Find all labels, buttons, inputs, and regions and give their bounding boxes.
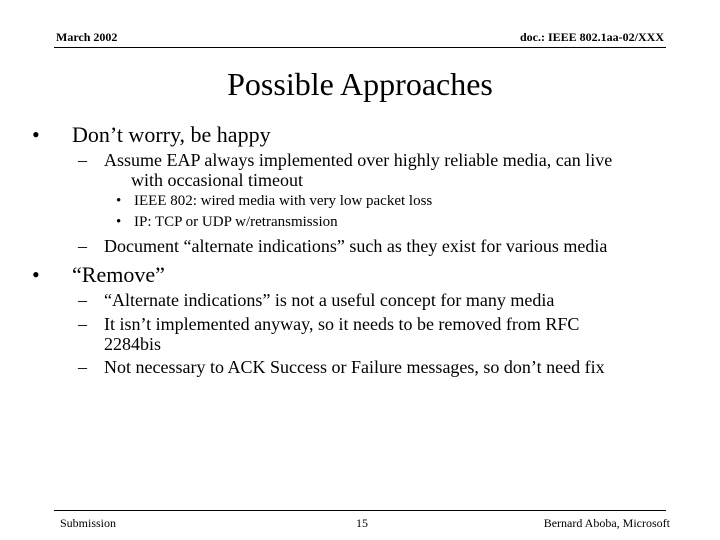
footer-author: Bernard Aboba, Microsoft [543,516,670,530]
bullet-2-2-line2: 2284bis [104,334,162,354]
bullet-icon: • [32,262,40,287]
bullet-2-2-line1: It isn’t implemented anyway, so it needs to be removed from RFC [104,314,580,334]
dash-icon: – [78,314,87,334]
footer-rule [54,510,666,511]
bullet-2-text: “Remove” [72,262,165,287]
bullet-icon: • [116,214,122,230]
header-doc-id: doc.: IEEE 802.1aa-02/XXX [519,30,664,44]
bullet-1-1-1-text: IEEE 802: wired media with very low packet loss [134,193,433,209]
dash-icon: – [78,290,87,310]
header-date: March 2002 [56,30,118,44]
bullet-1-1-2-text: IP: TCP or UDP w/retransmission [134,214,338,230]
footer-submission: Submission [60,516,117,530]
bullet-icon: • [116,193,122,209]
bullet-icon: • [32,122,40,147]
bullet-1-1-line1: Assume EAP always implemented over highly reliable media, can live [104,150,613,170]
bullet-1-2-text: Document “alternate indications” such as they exist for various media [104,236,608,256]
dash-icon: – [78,357,87,377]
bullet-1-1-line2: with occasional timeout [131,170,303,190]
header-rule [54,47,666,48]
slide-title: Possible Approaches [227,66,493,102]
bullet-2-1-text: “Alternate indications” is not a useful concept for many media [104,290,555,310]
bullet-2-3-text: Not necessary to ACK Success or Failure messages, so don’t need fix [104,357,605,377]
footer-page-number: 15 [356,516,368,530]
dash-icon: – [78,236,87,256]
dash-icon: – [78,150,87,170]
bullet-1-text: Don’t worry, be happy [72,122,271,147]
